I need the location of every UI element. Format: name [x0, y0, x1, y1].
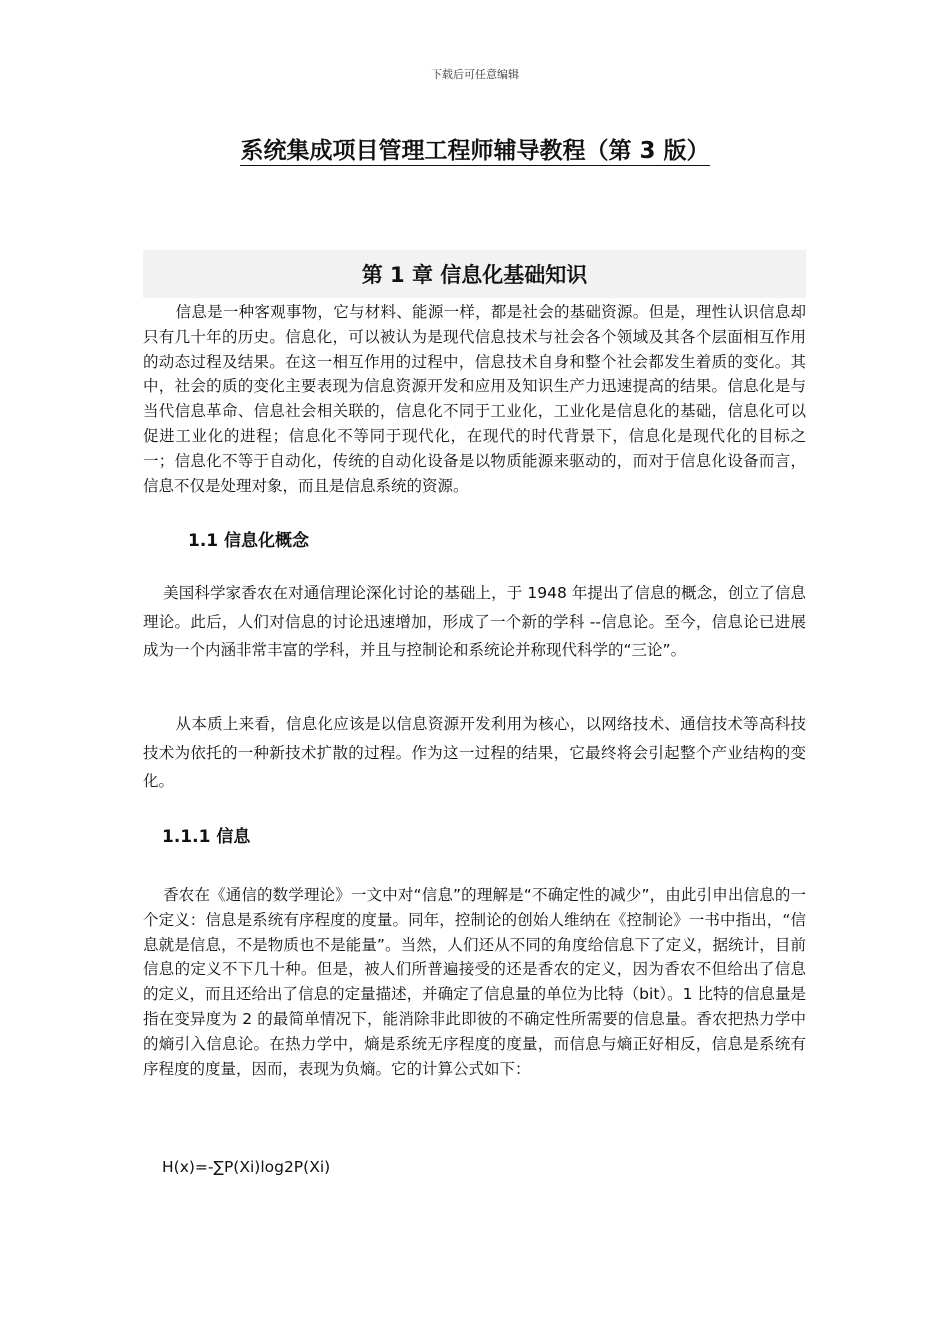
section-heading-1-1-1: 1.1.1 信息 — [162, 827, 251, 847]
chapter-heading: 第 1 章 信息化基础知识 — [143, 250, 806, 298]
document-title-text: 系统集成项目管理工程师辅导教程（第 3 版） — [240, 138, 710, 164]
section-heading-1-1: 1.1 信息化概念 — [188, 531, 310, 551]
section-1-1-paragraph-1: 美国科学家香农在对通信理论深化讨论的基础上，于 1948 年提出了信息的概念，创立了信息理论。此后，人们对信息的讨论迅速增加，形成了一个新的学科 --信息论。至今，信息论已进展成为一个内涵非常丰富的学科，并且与控制论和系统论并称现代科学的“三论”。 — [143, 584, 806, 660]
section-1-1-paragraph-2: 从本质上来看，信息化应该是以信息资源开发利用为核心，以网络技术、通信技术等高科技技术为依托的一种新技术扩散的过程。作为这一过程的结果，它最终将会引起整个产业结构的变化。 — [143, 715, 806, 791]
page-header-note: 下载后可任意编辑 — [431, 68, 519, 81]
intro-paragraph: 信息是一种客观事物，它与材料、能源一样，都是社会的基础资源。但是，理性认识信息却只有几十年的历史。信息化，可以被认为是现代信息技术与社会各个领域及其各个层面相互作用的动态过程及结果。在这一相互作用的过程中，信息技术自身和整个社会都发生着质的变化。其中，社会的质的变化主要表现为信息资源开发和应用及知识生产力迅速提高的结果。信息化是与当代信息革命、信息社会相关联的，信息化不同于工业化，工业化是信息化的基础，信息化可以促进工业化的进程；信息化不等同于现代化，在现代的时代背景下，信息化是现代化的目标之一；信息化不等于自动化，传统的自动化设备是以物质能源来驱动的，而对于信息化设备而言，信息不仅是处理对象，而且是信息系统的资源。 — [143, 303, 806, 495]
section-1-1-1-paragraph: 香农在《通信的数学理论》一文中对“信息”的理解是“不确定性的减少”，由此引申出信息的一个定义：信息是系统有序程度的度量。同年，控制论的创始人维纳在《控制论》一书中指出，“信息就是信息，不是物质也不是能量”。当然，人们还从不同的角度给信息下了定义，据统计，目前信息的定义不下几十种。但是，被人们所普遍接受的还是香农的定义，因为香农不但给出了信息的定义，而且还给出了信息的定量描述，并确定了信息量的单位为比特（bit）。1 比特的信息量是指在变异度为 2 的最简单情况下，能消除非此即彼的不确定性所需要的信息量。香农把热力学中的熵引入信息论。在热力学中，熵是系统无序程度的度量，而信息与熵正好相反，信息是系统有序程度的度量，因而，表现为负熵。它的计算公式如下： — [143, 886, 806, 1078]
entropy-formula: H(x)=-∑P(Xi)log2P(Xi) — [162, 1158, 331, 1176]
document-title — [0, 134, 950, 168]
